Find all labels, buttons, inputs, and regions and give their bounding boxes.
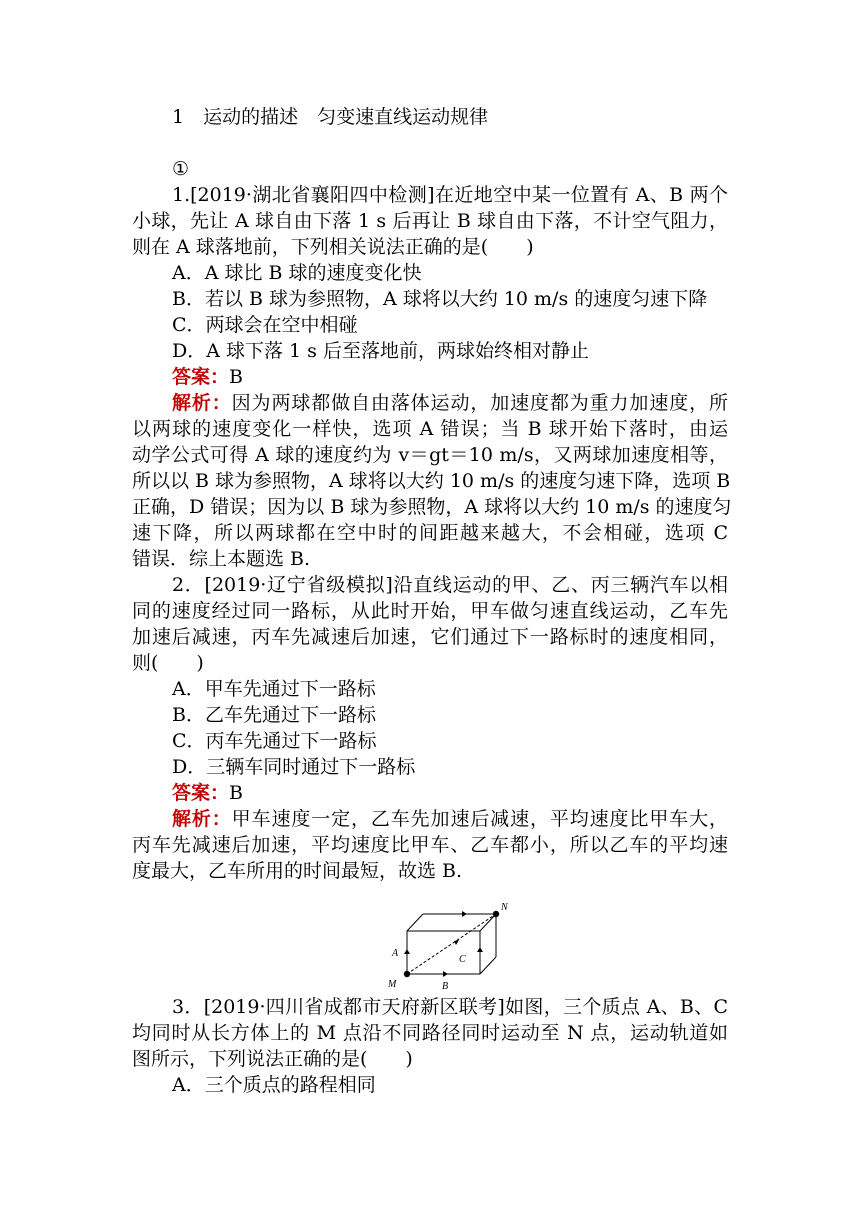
- q3-option-a: A．三个质点的路程相同: [172, 1074, 376, 1096]
- q1-analysis-line-2: 以两球的速度变化一样快，选项 A 错误；当 B 球开始下落时，由运: [132, 418, 728, 440]
- q2-analysis-line-2: 丙车先减速后加速，平均速度比甲车、乙车都小，所以乙车的平均速: [132, 834, 728, 856]
- label-a: A: [392, 948, 399, 959]
- label-n: N: [501, 902, 508, 913]
- label-b: B: [442, 981, 449, 992]
- page-title: 1 运动的描述 匀变速直线运动规律: [172, 106, 489, 128]
- analysis-label: 解析：: [172, 392, 232, 414]
- circle-marker: ①: [172, 158, 190, 180]
- arrow-b: [443, 971, 448, 977]
- q2-analysis-line-3: 度最大，乙车所用的时间最短，故选 B.: [132, 860, 463, 882]
- q1-analysis-line-6: 速下降，所以两球都在空中时的间距越来越大，不会相碰，选项 C: [132, 522, 728, 544]
- q1-analysis-line-3: 动学公式可得 A 球的速度约为 v＝gt＝10 m/s，又两球加速度相等，: [132, 444, 728, 466]
- analysis-text: 甲车速度一定，乙车先加速后减速，平均速度比甲车大，: [231, 808, 728, 830]
- q1-option-b: B．若以 B 球为参照物，A 球将以大约 10 m/s 的速度匀速下降: [172, 288, 708, 310]
- label-m: M: [388, 979, 397, 990]
- arrow-a: [404, 949, 410, 954]
- q1-option-a: A．A 球比 B 球的速度变化快: [172, 262, 422, 284]
- answer-label: 答案：: [172, 782, 230, 804]
- q2-option-b: B．乙车先通过下一路标: [172, 704, 376, 726]
- arrow-right: [477, 947, 483, 952]
- q2-answer: [172, 780, 243, 806]
- edge-bottom-right: [480, 957, 496, 974]
- answer-label: 答案：: [172, 366, 230, 388]
- q1-stem-line-3: 则在 A 球落地前，下列相关说法正确的是( ): [132, 236, 534, 258]
- path-c-diagonal: [407, 914, 496, 974]
- answer-value: B: [229, 782, 243, 804]
- q3-stem-line-1: 3．[2019·四川省成都市天府新区联考]如图，三个质点 A、B、C: [172, 996, 728, 1018]
- q1-analysis-line-5: 正确，D 错误；因为以 B 球为参照物，A 球将以大约 10 m/s 的速度匀: [132, 496, 732, 518]
- label-c: C: [459, 954, 466, 965]
- q1-option-d: D．A 球下落 1 s 后至落地前，两球始终相对静止: [172, 340, 589, 362]
- q1-stem-line-2: 小球，先让 A 球自由下落 1 s 后再让 B 球自由下落，不计空气阻力，: [132, 210, 728, 232]
- arrow-c: [454, 940, 459, 945]
- point-m: [404, 971, 410, 977]
- q1-option-c: C．两球会在空中相碰: [172, 314, 358, 336]
- analysis-text: 因为两球都做自由落体运动，加速度都为重力加速度，所: [231, 392, 728, 414]
- q1-analysis-line-1: [172, 390, 728, 416]
- q2-stem-line-4: 则( ): [132, 652, 204, 674]
- q1-analysis-line-4: 所以以 B 球为参照物，A 球将以大约 10 m/s 的速度匀速下降，选项 B: [132, 470, 731, 492]
- q1-stem-line-1: 1.[2019·湖北省襄阳四中检测]在近地空中某一位置有 A、B 两个: [172, 184, 728, 206]
- edge-left-top: [407, 914, 423, 931]
- q2-analysis-line-1: [172, 806, 728, 832]
- analysis-label: 解析：: [172, 808, 232, 830]
- q2-stem-line-1: 2．[2019·辽宁省级模拟]沿直线运动的甲、乙、丙三辆汽车以相: [172, 574, 728, 596]
- point-n: [493, 911, 499, 917]
- q2-option-d: D．三辆车同时通过下一路标: [172, 756, 416, 778]
- q1-analysis-line-7: 错误．综上本题选 B.: [132, 548, 311, 570]
- cuboid-figure: [380, 896, 520, 994]
- edge-right-top: [480, 914, 496, 931]
- q3-stem-line-2: 均同时从长方体上的 M 点沿不同路径同时运动至 N 点，运动轨道如: [132, 1022, 728, 1044]
- q2-stem-line-2: 同的速度经过同一路标，从此时开始，甲车做匀速直线运动，乙车先: [132, 600, 728, 622]
- answer-value: B: [229, 366, 243, 388]
- arrow-top: [462, 911, 467, 917]
- q2-option-a: A．甲车先通过下一路标: [172, 678, 376, 700]
- q3-stem-line-3: 图所示，下列说法正确的是( ): [132, 1048, 413, 1070]
- q1-answer: [172, 364, 243, 390]
- q2-option-c: C．丙车先通过下一路标: [172, 730, 377, 752]
- q2-stem-line-3: 加速后减速，丙车先减速后加速，它们通过下一路标时的速度相同，: [132, 626, 728, 648]
